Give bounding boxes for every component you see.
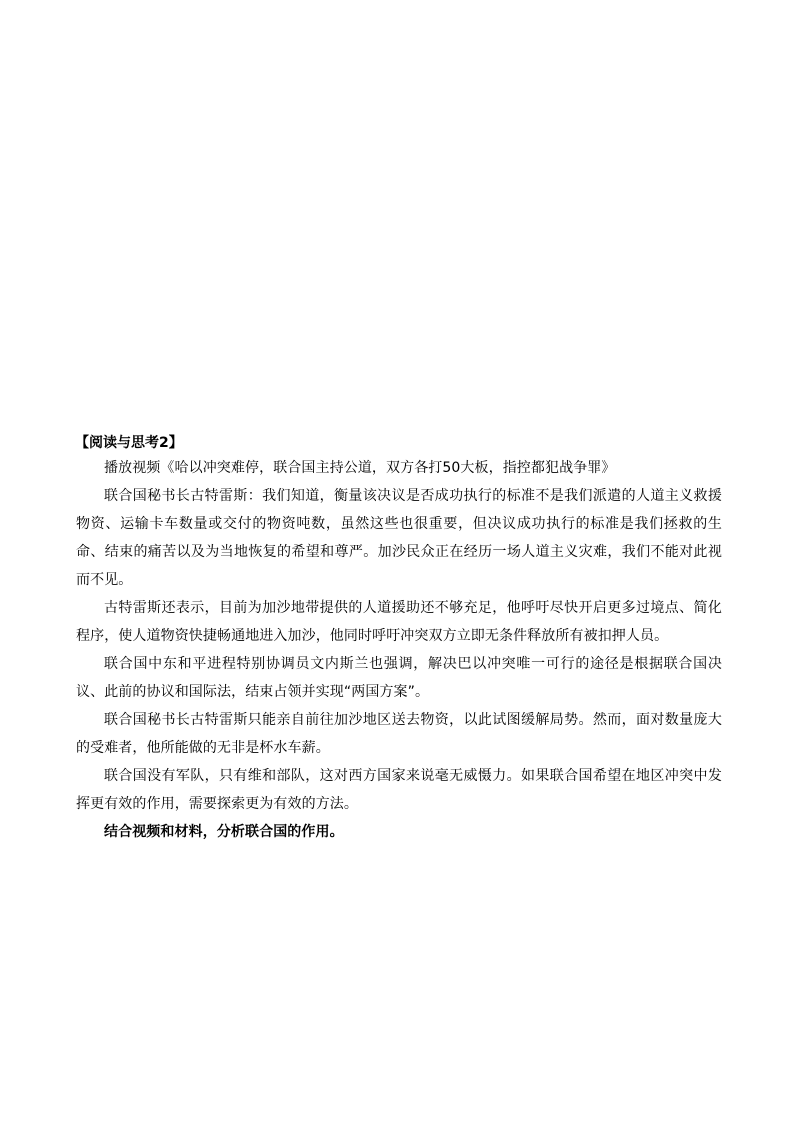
guterres-appeal-paragraph: 古特雷斯还表示，目前为加沙地带提供的人道援助还不够充足，他呼吁尽快开启更多过境点、简化程序，使人道物资快捷畅通地进入加沙，他同时呼吁冲突双方立即无条件释放所有被扣押人员。	[76, 600, 722, 644]
guterres-visit-paragraph: 联合国秘书长古特雷斯只能亲自前往加沙地区送去物资，以此试图缓解局势。然而，面对数量庞大的受难者，他所能做的无非是杯水车薪。	[76, 712, 722, 756]
reading-section	[76, 432, 722, 846]
video-intro-paragraph: 播放视频《哈以冲突难停，联合国主持公道，双方各打50大板，指控都犯战争罪》	[104, 460, 616, 476]
un-army-paragraph: 联合国没有军队，只有维和部队，这对西方国家来说毫无威慑力。如果联合国希望在地区冲突中发挥更有效的作用，需要探索更为有效的方法。	[76, 768, 722, 812]
task-prompt: 结合视频和材料，分析联合国的作用。	[104, 824, 344, 840]
section-heading: 【阅读与思考2】	[75, 435, 183, 451]
wennesland-paragraph: 联合国中东和平进程特别协调员文内斯兰也强调，解决巴以冲突唯一可行的途径是根据联合国决议、此前的协议和国际法，结束占领并实现“两国方案”。	[76, 656, 722, 700]
guterres-quote-paragraph: 联合国秘书长古特雷斯：我们知道，衡量该决议是否成功执行的标准不是我们派遣的人道主义救援物资、运输卡车数量或交付的物资吨数，虽然这些也很重要，但决议成功执行的标准是我们拯救的生命、结束的痛苦以及为当地恢复的希望和尊严。加沙民众正在经历一场人道主义灾难，我们不能对此视而不见。	[76, 488, 722, 588]
